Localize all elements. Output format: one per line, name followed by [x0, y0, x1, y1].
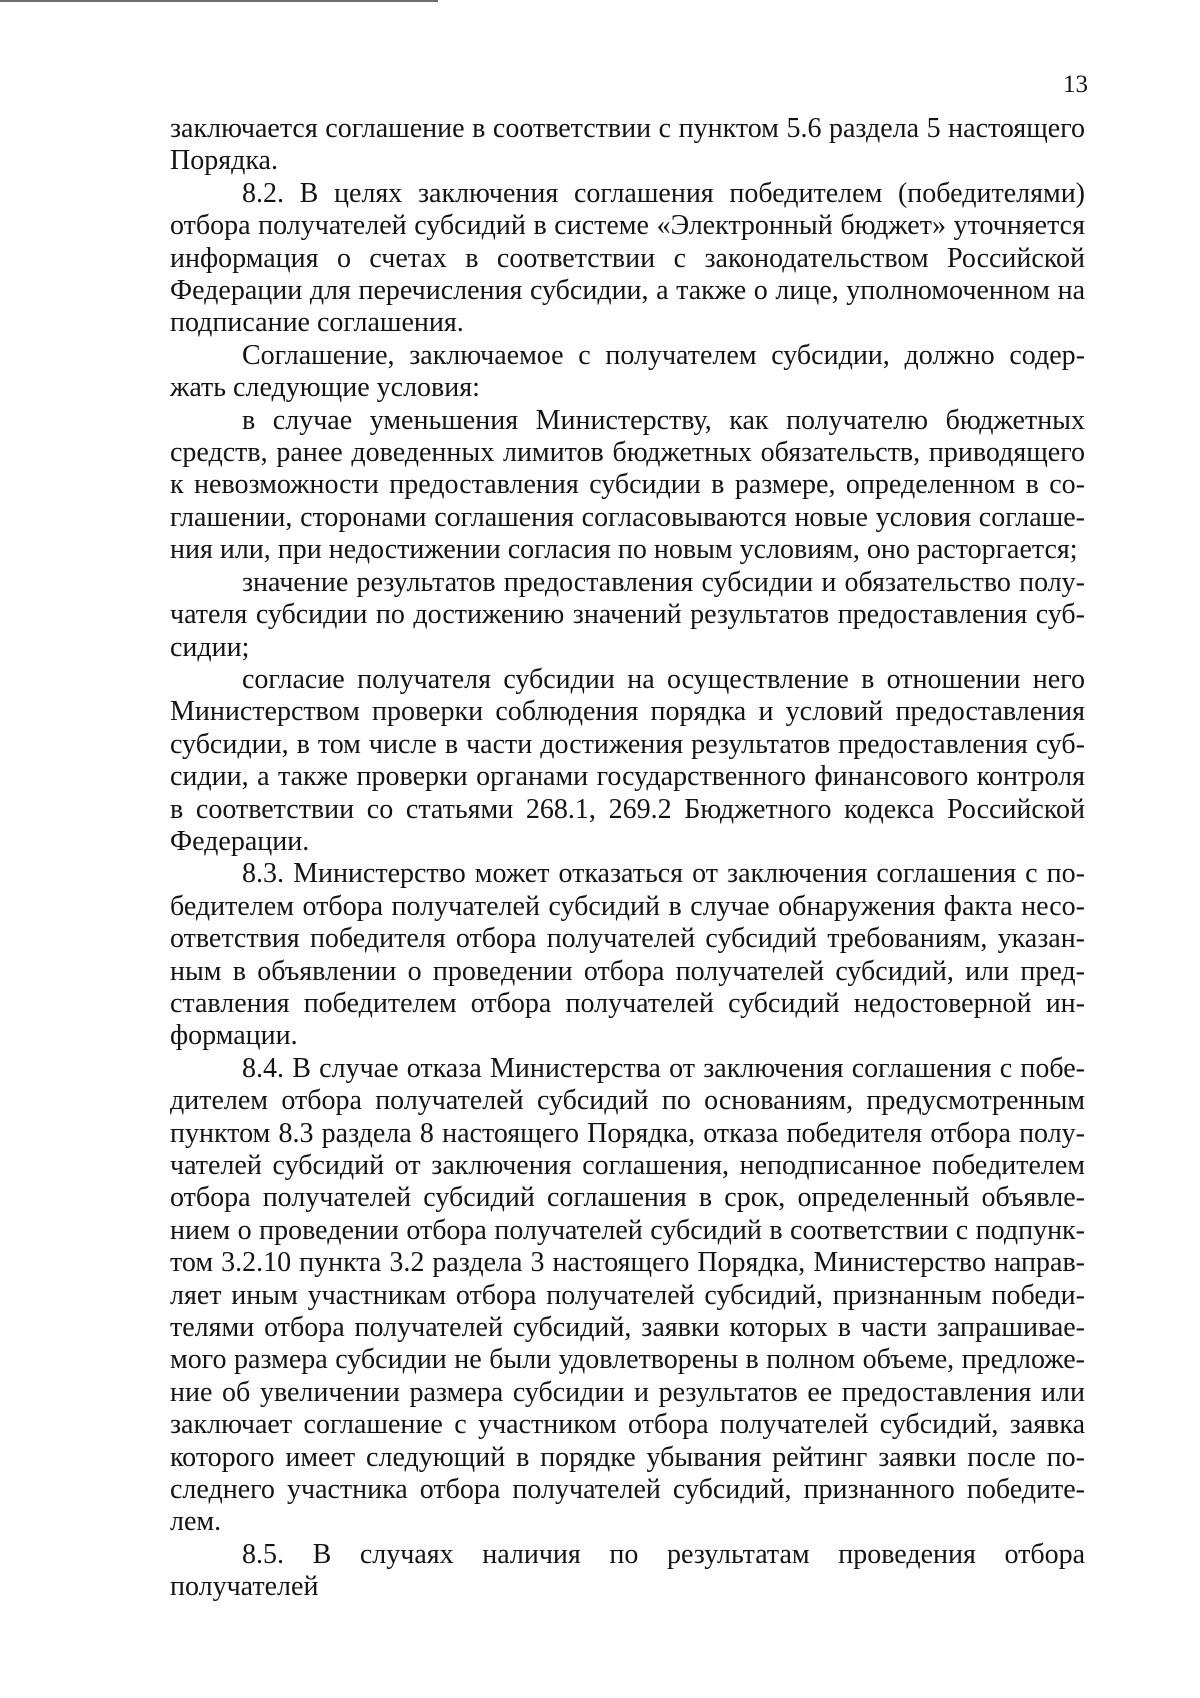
paragraph-8-3: 8.3. Министерство может отказаться от заключения соглашения с победителем отбора получателей субсидий в случае обнаружения факта несоответствия победителя отбора получателей субсидий требованиям, указанным в объявлении о проведении отбора получателей субсидий, или представления победителем отбора получателей субсидий недостоверной информации.	[170, 858, 1085, 1052]
paragraph-continuation: заключается соглашение в соответствии с пунктом 5.6 раздела 5 настоящего Порядка.	[170, 113, 1085, 177]
paragraph-agreement-conditions: Соглашение, заключаемое с получателем субсидии, должно содержать следующие условия:	[170, 339, 1085, 404]
top-rule	[0, 0, 438, 2]
paragraph-condition-consent: согласие получателя субсидии на осуществление в отношении него Министерством проверки соблюдения порядка и условий предоставления субсидии, в том числе в части достижения результатов предоставления субсидии, а также проверки органами государственного финансового контроля в соответствии со статьями 268.1, 269.2 Бюджетного кодекса Российской Федерации.	[170, 663, 1085, 857]
document-body	[170, 113, 1085, 1604]
paragraph-8-2: 8.2. В целях заключения соглашения победителем (победителями) отбора получателей субсидий в системе «Электронный бюджет» уточняется информация о счетах в соответствии с законодательством Российской Федерации для перечисления субсидии, а также о лице, уполномоченном на подписание соглашения.	[170, 177, 1085, 339]
paragraph-8-4: 8.4. В случае отказа Министерства от заключения соглашения с победителем отбора получателей субсидий по основаниям, предусмотренным пунктом 8.3 раздела 8 настоящего Порядка, отказа победителя отбора получателей субсидий от заключения соглашения, неподписанное победителем отбора получателей субсидий соглашения в срок, определенный объявлением о проведении отбора получателей субсидий в соответствии с подпунктом 3.2.10 пункта 3.2 раздела 3 настоящего Порядка, Министерство направляет иным участникам отбора получателей субсидий, признанным победителями отбора получателей субсидий, заявки которых в части запрашиваемого размера субсидии не были удовлетворены в полном объеме, предложение об увеличении размера субсидии и результатов ее предоставления или заключает соглашение с участником отбора получателей субсидий, заявка которого имеет следующий в порядке убывания рейтинг заявки после последнего участника отбора получателей субсидий, признанного победителем.	[170, 1052, 1085, 1538]
paragraph-8-5: 8.5. В случаях наличия по результатам проведения отбора получателей	[170, 1538, 1085, 1603]
paragraph-condition-limits: в случае уменьшения Министерству, как получателю бюджетных средств, ранее доведенных лимитов бюджетных обязательств, приводящего к невозможности предоставления субсидии в размере, определенном в соглашении, сторонами соглашения согласовываются новые условия соглашения или, при недостижении согласия по новым условиям, оно расторгается;	[170, 404, 1085, 566]
paragraph-condition-results: значение результатов предоставления субсидии и обязательство получателя субсидии по достижению значений результатов предоставления субсидии;	[170, 566, 1085, 663]
page-number: 13	[1063, 71, 1088, 98]
